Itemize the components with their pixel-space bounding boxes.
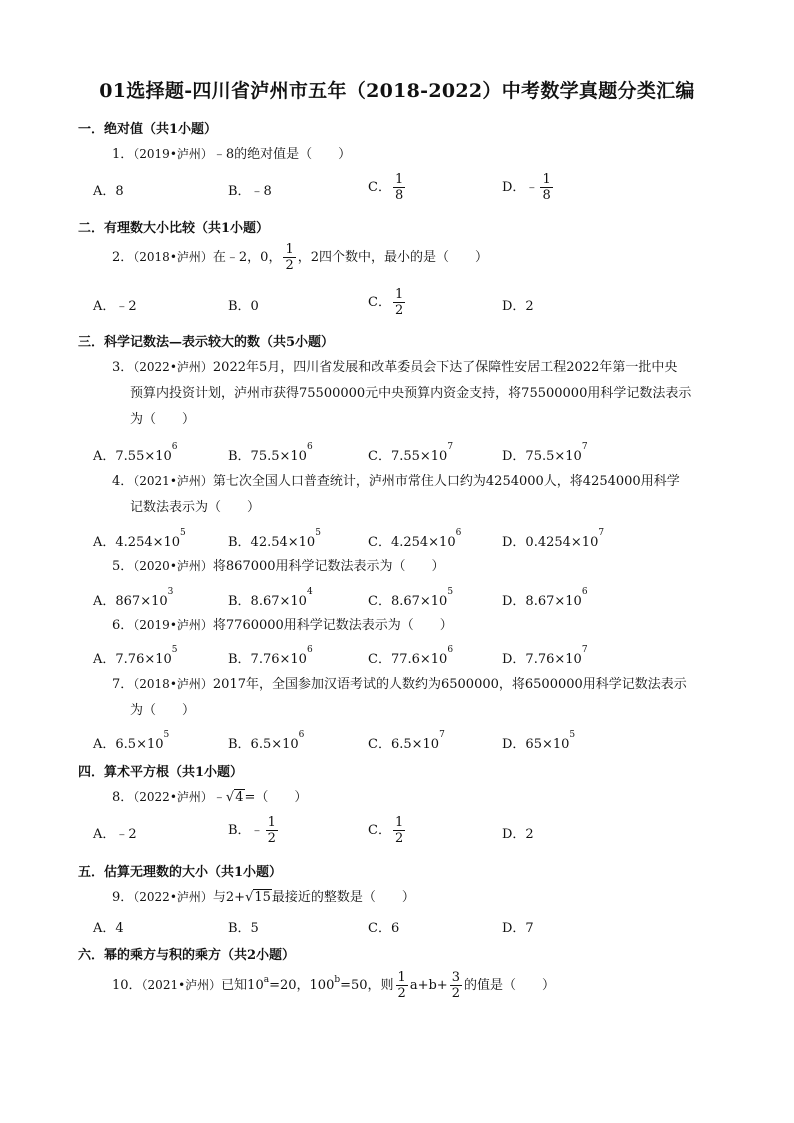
sqrt-icon: √: [245, 890, 254, 905]
option-c: C． $\frac{1}{2}$: [368, 287, 404, 318]
question-9: 9．（2022•泸州）与2+√15最接近的整数是（ ）: [112, 890, 415, 905]
option-d: D．$65\times 10^5$: [502, 730, 576, 752]
option-b: B．$8.67\times 10^4$: [228, 587, 313, 609]
option-c: C． $\frac{1}{8}$: [368, 172, 404, 203]
option-c: C．$77.6\times 10^6$: [368, 645, 454, 667]
option-b: B．5: [228, 921, 259, 936]
option-d: D．﹣ $\frac{1}{8}$: [502, 172, 551, 203]
option-a: A．$7.55\times 10^6$: [93, 442, 178, 464]
option-b: B．$42.54\times 10^5$: [228, 528, 321, 550]
option-a: A．﹣2: [93, 827, 137, 842]
option-d: D．$75.5\times 10^7$: [502, 442, 588, 464]
option-c: C．$8.67\times 10^5$: [368, 587, 454, 609]
page-title: 01选择题-四川省泸州市五年（2018-2022）中考数学真题分类汇编: [99, 80, 695, 102]
question-2: 2．（2018•泸州）在﹣2，0， $\frac{1}{2}$ ，2四个数中，最小的是（ ）: [112, 242, 489, 273]
question-7: 7．（2018•泸州）2017年，全国参加汉语考试的人数约为6500000，将6500000用科学记数法表示 为（ ）: [112, 677, 687, 718]
option-b: B．$75.5\times 10^6$: [228, 442, 313, 464]
option-a: A．4: [93, 921, 124, 936]
section-heading: 一．绝对值（共1小题）: [78, 122, 218, 137]
option-c: C．$6.5\times 10^7$: [368, 730, 445, 752]
option-a: A．$867\times 10^3$: [93, 587, 174, 609]
option-b: B．$7.76\times 10^6$: [228, 645, 313, 667]
option-d: D．$0.4254\times 10^7$: [502, 528, 605, 550]
option-c: C．$7.55\times 10^7$: [368, 442, 454, 464]
section-heading: 二．有理数大小比较（共1小题）: [78, 221, 270, 236]
question-8: 8．（2022•泸州）﹣√4=（ ）: [112, 790, 308, 805]
question-5: 5．（2020•泸州）将867000用科学记数法表示为（ ）: [112, 559, 445, 574]
section-heading: 六．幂的乘方与积的乘方（共2小题）: [78, 948, 296, 963]
question-4: 4．（2021•泸州）第七次全国人口普查统计，泸州市常住人口约为4254000人，将4254000用科学 记数法表示为（ ）: [112, 474, 680, 515]
section-heading: 五．估算无理数的大小（共1小题）: [78, 865, 283, 880]
option-c: C．6: [368, 921, 400, 936]
option-d: D．$7.76\times 10^7$: [502, 645, 588, 667]
section-heading: 四．算术平方根（共1小题）: [78, 765, 244, 780]
sqrt-icon: √: [225, 790, 235, 805]
option-a: A．$7.76\times 10^5$: [93, 645, 178, 667]
option-a: A．$6.5\times 10^5$: [93, 730, 170, 752]
question-3: 3．（2022•泸州）2022年5月，四川省发展和改革委员会下达了保障性安居工程2022年第一批中央 预算内投资计划，泸州市获得75500000元中央预算内资金支持，将75500000用科学记数法表示 为（ ）: [112, 360, 692, 427]
option-c: C．$4.254\times 10^6$: [368, 528, 462, 550]
option-d: D．2: [502, 299, 534, 314]
option-b: B．﹣8: [228, 184, 272, 199]
option-c: C． $\frac{1}{2}$: [368, 815, 404, 846]
question-6: 6．（2019•泸州）将7760000用科学记数法表示为（ ）: [112, 618, 453, 633]
question-10: 10．（2021•泸州）已知$10^a=20$，$100^b=50$，则 $\frac{1}{2}$ a+b+ $\frac{3}{2}$ 的值是（ ）: [112, 970, 555, 1001]
option-b: B．$6.5\times 10^6$: [228, 730, 305, 752]
option-d: D．2: [502, 827, 534, 842]
option-a: A．$4.254\times 10^5$: [93, 528, 186, 550]
option-a: A．8: [93, 184, 124, 199]
question-1: 1．（2019•泸州）﹣8的绝对值是（ ）: [112, 147, 352, 162]
option-d: D．$8.67\times 10^6$: [502, 587, 588, 609]
section-heading: 三．科学记数法—表示较大的数（共5小题）: [78, 335, 335, 350]
option-a: A．﹣2: [93, 299, 137, 314]
option-b: B．﹣ $\frac{1}{2}$: [228, 815, 276, 846]
option-b: B．0: [228, 299, 259, 314]
option-d: D．7: [502, 921, 534, 936]
